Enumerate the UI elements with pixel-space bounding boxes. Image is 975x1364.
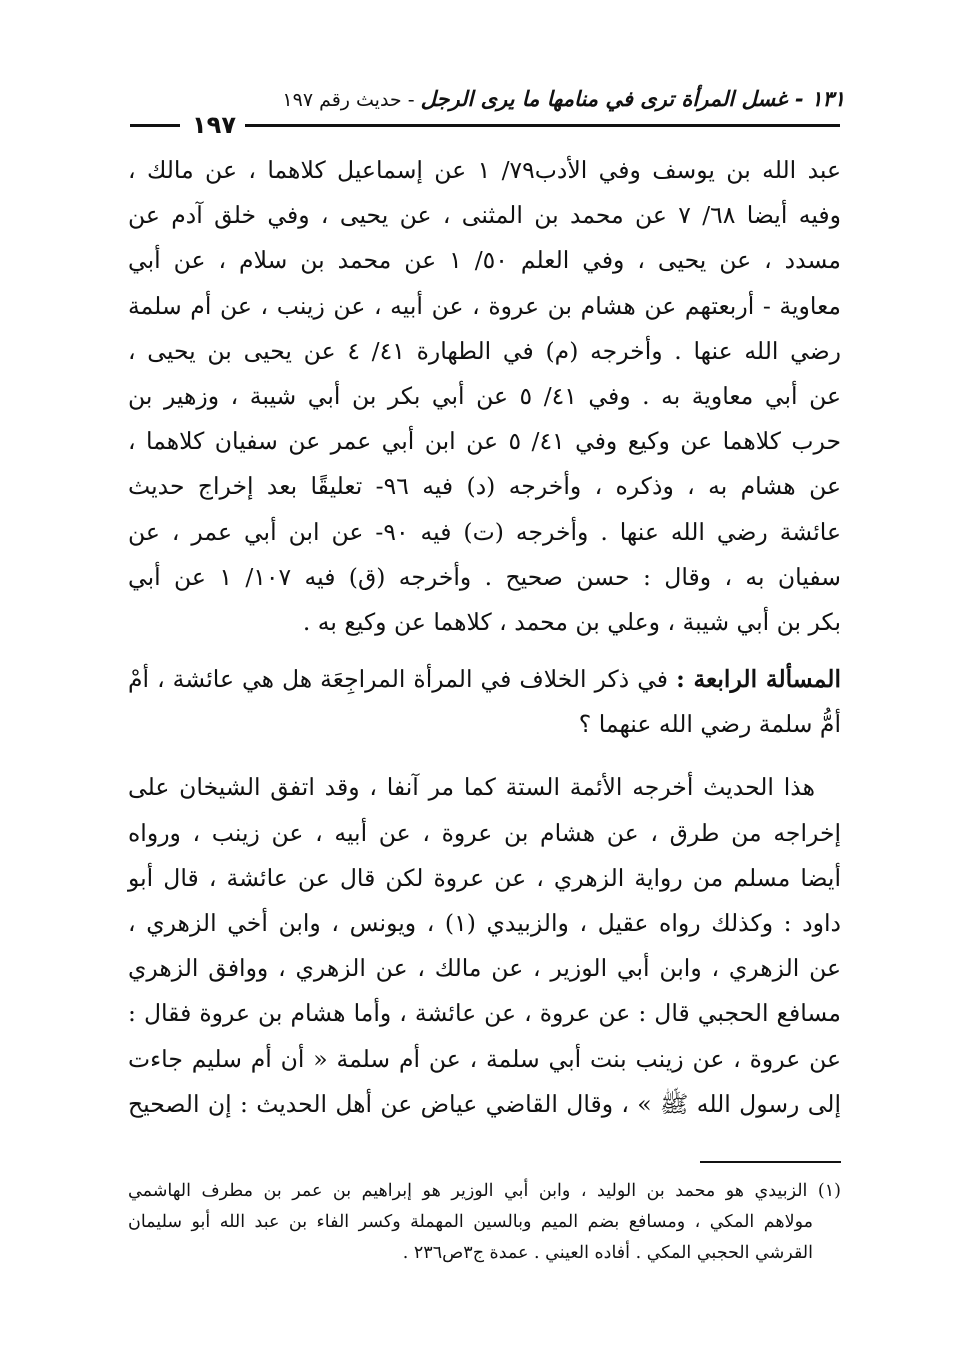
paragraph-1: [128, 148, 841, 645]
text-line: معاوية - أربعتهم عن هشام بن عروة ، عن أبيه ، عن زينب ، عن أم سلمة: [128, 291, 841, 320]
text-line: عن الزهري ، وابن أبي الوزير ، عن مالك ، عن الزهري ، ووافق الزهري: [128, 954, 841, 983]
header-rule-left: [130, 124, 180, 127]
text-line: إخراجه من طرق ، عن هشام بن عروة ، عن أبيه ، عن زينب ، ورواه: [128, 818, 841, 847]
text-line: [128, 657, 841, 702]
chapter-number: ١٣١ -: [795, 87, 845, 111]
text-line: داود : وكذلك رواه عقيل ، والزبيدي (١) ، ويونس ، وابن أخي الزهري ،: [128, 909, 841, 937]
text-line: عبد الله بن يوسف وفي الأدب٧٩/ ١ عن إسماعيل كلاهما ، عن مالك ،: [128, 156, 842, 184]
paragraph-2: [128, 657, 841, 747]
main-text: [128, 148, 841, 1127]
paragraph-spacer: [128, 645, 841, 657]
running-header: [150, 82, 845, 116]
header-rule: [245, 124, 840, 127]
footnote-line: القرشي الحجبي المكي . أفاده العيني . عمدة ج٣ص٢٣٦ .: [402, 1243, 813, 1263]
footnote-line: مولاهم المكي ، ومسافع بضم الميم وبالسين المهملة وكسر الفاء بن عبد الله أبو سليمان: [128, 1212, 813, 1232]
footnotes: [128, 1176, 841, 1269]
text-line: عن هشام به ، وذكره ، وأخرجه (د) فيه ٩٦- تعليقًا بعد إخراج حديث: [128, 472, 841, 501]
chapter-title: غسل المرأة ترى في منامها ما يرى الرجل: [420, 87, 788, 111]
text-line: بكر بن أبي شيبة ، وعلي بن محمد ، كلاهما عن وكيع به .: [302, 607, 841, 636]
footnote-rule: [700, 1161, 841, 1163]
text-line: رضي الله عنها . وأخرجه (م) في الطهارة ٤١/ ٤ عن يحيى بن يحيى ،: [128, 336, 842, 365]
section-heading: المسألة الرابعة :: [676, 665, 841, 694]
paragraph-3: [128, 765, 841, 1127]
text-line: عن أبي معاوية به . وفي ٤١/ ٥ عن أبي بكر بن أبي شيبة ، وزهير بن: [128, 381, 841, 410]
text-line: عائشة رضي الله عنها . وأخرجه (ت) فيه ٩٠- عن ابن أبي عمر ، عن: [128, 517, 841, 546]
page-number: ١٩٧: [192, 111, 236, 139]
text-line: هذا الحديث أخرجه الأئمة الستة كما مر آنفا ، وقد اتفق الشيخان على: [128, 773, 815, 802]
hadith-reference: - حديث رقم ١٩٧: [282, 89, 415, 111]
text-line: أيضا مسلم من رواية الزهري ، عن عروة لكن قال عن عائشة ، قال أبو: [128, 863, 841, 892]
text-line: مسافع الحجبي قال : عن عروة ، عن عائشة ، وأما هشام بن عروة فقال :: [128, 999, 841, 1028]
section-heading-text: في ذكر الخلاف في المرأة المراجِعَة هل هي عائشة ، أمْ: [128, 665, 669, 694]
text-line: وفيه أيضا ٦٨/ ٧ عن محمد بن المثنى ، عن يحيى ، وفي خلق آدم عن: [128, 201, 842, 230]
text-line: أمُّ سلمة رضي الله عنهما ؟: [578, 710, 841, 739]
text-line: سفيان به ، وقال : حسن صحيح . وأخرجه (ق) فيه ١٠٧/ ١ عن أبي: [128, 562, 841, 591]
paragraph-spacer: [128, 747, 841, 765]
text-line: إلى رسول الله ﷺ » ، وقال القاضي عياض عن أهل الحديث : إن الصحيح: [128, 1089, 841, 1118]
text-line: حرب كلاهما عن وكيع وفي ٤١/ ٥ عن ابن أبي عمر عن سفيان كلاهما ،: [128, 427, 842, 456]
text-line: عن عروة ، عن زينب بنت أبي سلمة ، عن أم سلمة « أن أم سليم جاءت: [128, 1044, 841, 1073]
text-line: مسدد ، عن يحيى ، وفي العلم ٥٠/ ١ عن محمد بن سلام ، عن أبي: [128, 246, 841, 275]
footnote-line: (١) الزبيدي هو محمد بن الوليد ، وابن أبي الوزير هو إبراهيم بن عمر بن مطرف الهاشمي: [128, 1181, 841, 1201]
